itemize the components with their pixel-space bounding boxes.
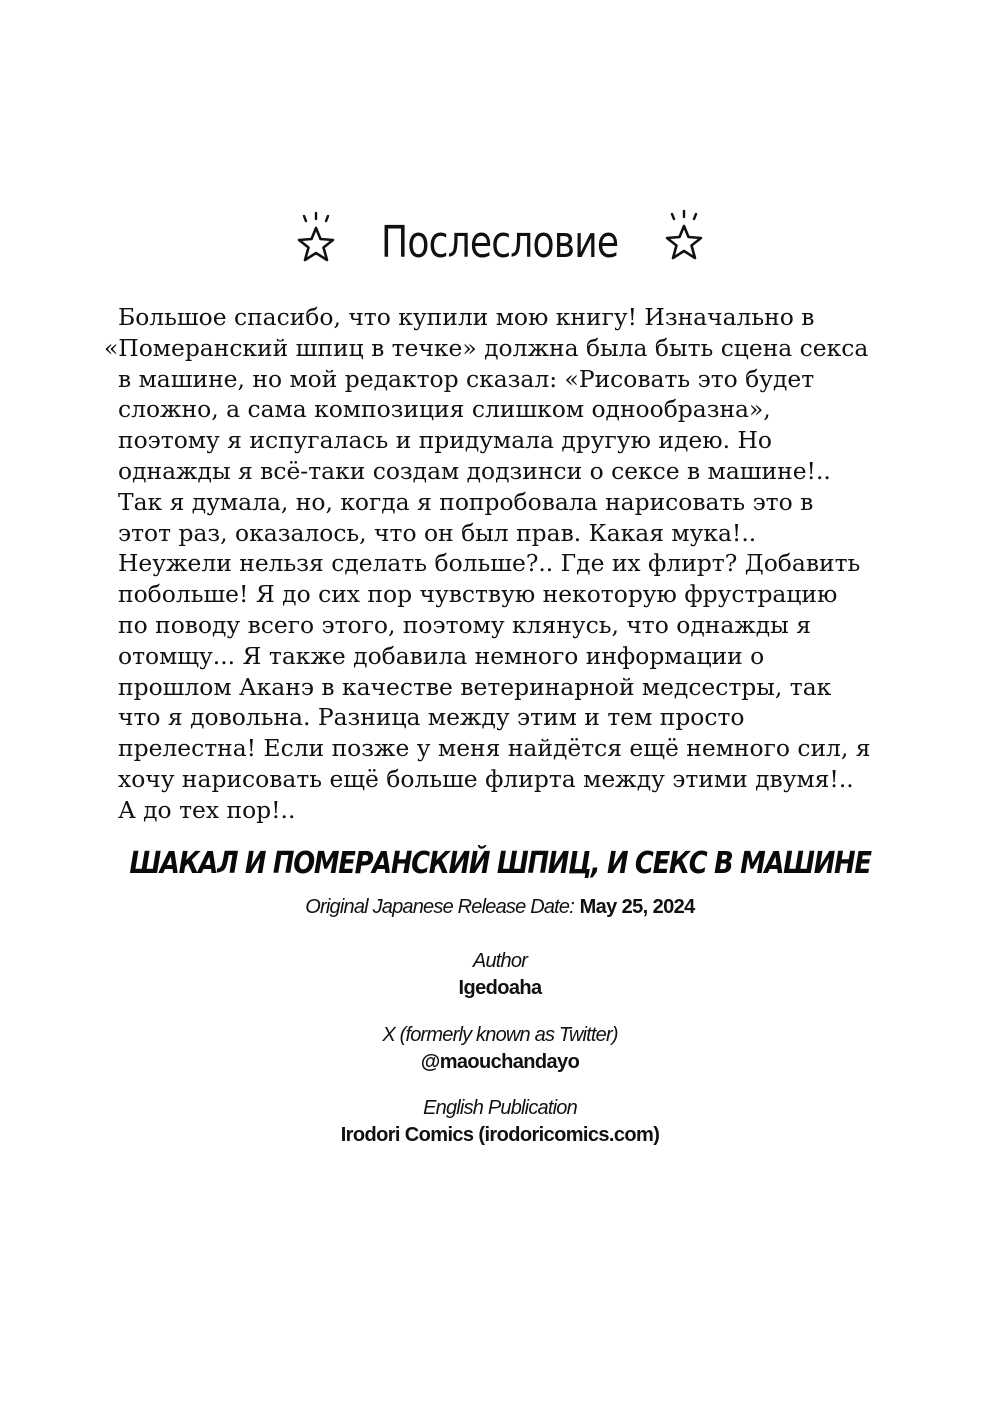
paragraph-line: что я довольна. Разница между этим и тем просто [118,703,745,732]
afterword-title: Послесловие [381,217,619,268]
paragraph-line: поэтому я испугалась и придумала другую идею. Но [118,426,772,455]
credit-publisher [0,1097,1000,1147]
paragraph-line: Большое спасибо, что купили мою книгу! Изначально в [118,303,815,331]
paragraph-line: Так я думала, но, когда я попробовала нарисовать это в [118,487,814,516]
afterword-paragraph [104,302,916,826]
release-date-line [0,896,1000,919]
paragraph-line: побольше! Я до сих пор чувствую некоторую фрустрацию [118,580,838,609]
right-sparkle-star-icon [659,207,709,267]
paragraph-line: сложно, а сама композиция слишком однообразна», [118,395,771,424]
release-date-label: Original Japanese Release Date: [305,896,575,918]
left-sparkle-star-icon [291,207,341,267]
credit-value: Irodori Comics (irodoricomics.com) [340,1124,660,1146]
release-date-value: May 25, 2024 [579,896,695,918]
paragraph-line: по поводу всего этого, поэтому клянусь, что однажды я [118,610,811,639]
paragraph-line: А до тех пор!.. [118,795,296,824]
paragraph-line: прошлом Аканэ в качестве ветеринарной медсестры, так [118,672,832,701]
afterword-heading [0,192,1000,282]
paragraph-line: этот раз, оказалось, что он был прав. Какая мука!.. [118,518,757,547]
credit-value: Igedoaha [458,977,542,999]
paragraph-line: отомщу... Я также добавила немного информации о [118,641,765,670]
credit-author [0,950,1000,1000]
book-title-text: ШАКАЛ И ПОМЕРАНСКИЙ ШПИЦ, И СЕКС В МАШИНЕ [129,846,871,881]
paragraph-line: «Померанский шпиц в течке» должна была быть сцена секса [104,333,869,362]
paragraph-line: однажды я всё-таки создам додзинси о сексе в машине!.. [118,456,831,485]
credit-label: X (formerly known as Twitter) [382,1024,618,1046]
paragraph-line: в машине, но мой редактор сказал: «Рисовать это будет [118,364,815,393]
book-title [0,846,1000,881]
credit-twitter [0,1024,1000,1074]
paragraph-line: Неужели нельзя сделать больше?.. Где их флирт? Добавить [118,549,861,578]
credit-value: @maouchandayo [420,1051,580,1073]
credit-label: English Publication [423,1097,577,1119]
paragraph-line: хочу нарисовать ещё больше флирта между этими двумя!.. [118,764,854,793]
paragraph-line: прелестна! Если позже у меня найдётся ещё немного сил, я [118,734,871,763]
credit-label: Author [472,950,528,972]
